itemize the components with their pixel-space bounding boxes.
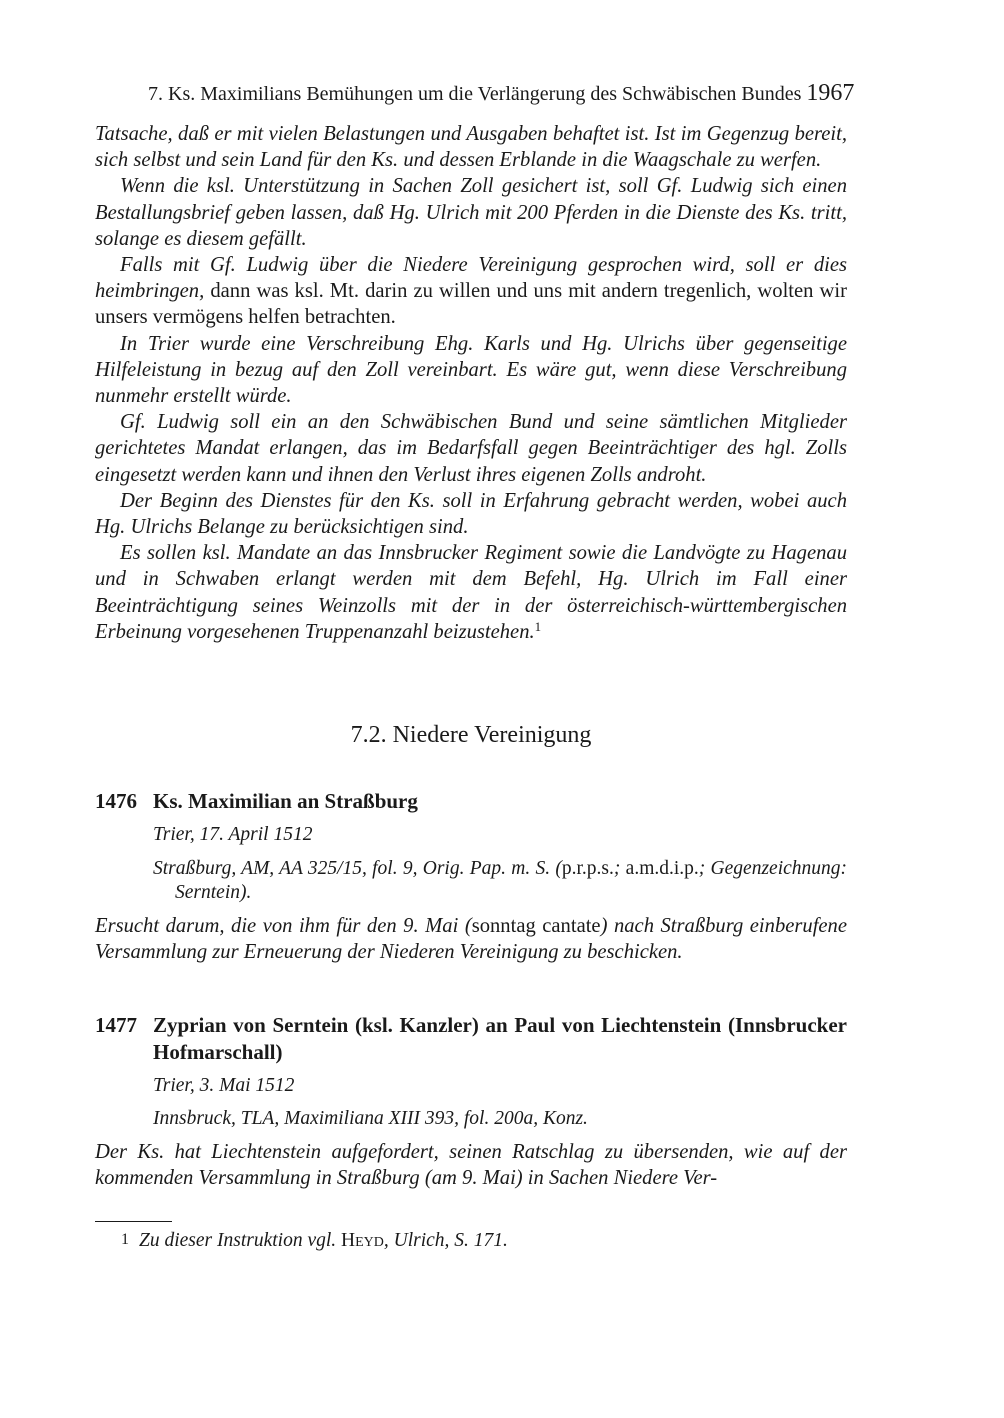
page-number: 1967	[806, 80, 855, 106]
footnote-divider	[95, 1221, 172, 1222]
intro-paragraph-3	[95, 252, 847, 331]
entry-title: Zyprian von Serntein (ksl. Kanzler) an Paul von Liechtenstein (Innsbrucker Hofmarschall)	[153, 1013, 847, 1064]
entry-source	[95, 857, 847, 905]
entry-heading	[95, 788, 847, 815]
footnote-reference[interactable]: 1	[534, 618, 542, 634]
entry-place-date: Trier, 17. April 1512	[153, 824, 313, 845]
summary-quote: sonntag cantate	[471, 915, 601, 937]
source-abbrev: a.m.d.i.p.	[625, 858, 699, 879]
intro-paragraph-3-quote: dann was ksl. Mt. darin zu willen und uns mit andern tregenlich, wolten wir unsers vermögens helfen betrachten.	[95, 280, 847, 329]
source-part: ; Gegenzeichnung: Serntein).	[175, 858, 848, 903]
intro-paragraph-7-text: Es sollen ksl. Mandate an das Innsbrucker Regiment sowie die Landvögte zu Hagenau und in Schwaben erlangt werden mit dem Befehl, Hg. Ulrich im Fall einer Beeinträchtigung seines Weinzolls mit der in der österreichisch-württembergischen Erbeinung vorgesehenen Truppenanzahl beizustehen.	[95, 542, 847, 643]
entry-number: 1477	[95, 1013, 137, 1037]
entry-summary: Der Ks. hat Liechtenstein aufgefordert, seinen Ratschlag zu übersenden, wie auf der kommenden Versammlung in Straßburg (am 9. Mai) in Sachen Niedere Ver-	[95, 1141, 847, 1190]
entry-number: 1476	[95, 789, 137, 813]
footnote	[121, 1227, 508, 1254]
intro-paragraph-7	[95, 540, 847, 645]
section-title: 7.2. Niedere Vereinigung	[350, 722, 592, 748]
running-head	[148, 79, 855, 108]
source-part: Straßburg, AM, AA 325/15, fol. 9, Orig. Pap. m. S. (	[153, 858, 562, 879]
intro-paragraph-6: Der Beginn des Dienstes für den Ks. soll in Erfahrung gebracht werden, wobei auch Hg. Ulrichs Belange zu berücksichtigen sind.	[95, 489, 847, 539]
intro-text	[95, 121, 847, 645]
intro-paragraph-4: In Trier wurde eine Verschreibung Ehg. Karls und Hg. Ulrichs über gegenseitige Hilfeleistung in bezug auf den Zoll vereinbart. Es wäre gut, wenn diese Verschreibung nunmehr erstellt würde.	[95, 332, 847, 408]
source-abbrev: p.r.p.s.	[561, 858, 614, 879]
footnote-number: 1	[121, 1231, 129, 1248]
entry-source: Innsbruck, TLA, Maximiliana XIII 393, fol. 200a, Konz.	[153, 1108, 588, 1129]
entry-place-date: Trier, 3. Mai 1512	[153, 1075, 295, 1096]
footnote-citation: , Ulrich, S. 171.	[383, 1230, 508, 1251]
intro-paragraph-1: Tatsache, daß er mit vielen Belastungen und Ausgaben behaftet ist. Ist im Gegenzug bereit, sich selbst und sein Land für den Ks. und dessen Erblande in die Waagschale zu werfen.	[95, 123, 847, 172]
running-head-title: 7. Ks. Maximilians Bemühungen um die Verlängerung des Schwäbischen Bundes	[148, 83, 802, 105]
summary-part: ) nach Straßburg einberufene Versammlung zur Erneuerung der Niederen Vereinigung zu beschicken.	[95, 915, 847, 964]
footnote-text: Zu dieser Instruktion vgl.	[139, 1230, 337, 1251]
entry-summary	[95, 913, 847, 965]
intro-paragraph-2: Wenn die ksl. Unterstützung in Sachen Zoll gesichert ist, soll Gf. Ludwig sich einen Bestallungsbrief geben lassen, daß Hg. Ulrich mit 200 Pferden in die Dienste des Ks. tritt, solange es diesem gefällt.	[95, 175, 847, 250]
entry-1476	[95, 788, 847, 965]
summary-part: Ersucht darum, die von ihm für den 9. Mai (	[95, 915, 472, 937]
source-part: ;	[613, 858, 626, 879]
entry-1477	[95, 1012, 847, 1191]
entry-heading	[95, 1012, 847, 1066]
intro-paragraph-5: Gf. Ludwig soll ein an den Schwäbischen Bund und seine sämtlichen Mitglieder gerichtetes Mandat erlangen, das im Bedarfsfall gegen Beeinträchtiger des hgl. Zolls eingesetzt werden kann und ihnen den Verlust ihres eigenen Zolls androht.	[95, 411, 847, 486]
entry-title: Ks. Maximilian an Straßburg	[153, 789, 418, 813]
intro-paragraph-3-italic: Falls mit Gf. Ludwig über die Niedere Vereinigung gesprochen wird, soll er dies heimbringen,	[95, 254, 847, 303]
footnote-author: Heyd	[341, 1230, 384, 1251]
